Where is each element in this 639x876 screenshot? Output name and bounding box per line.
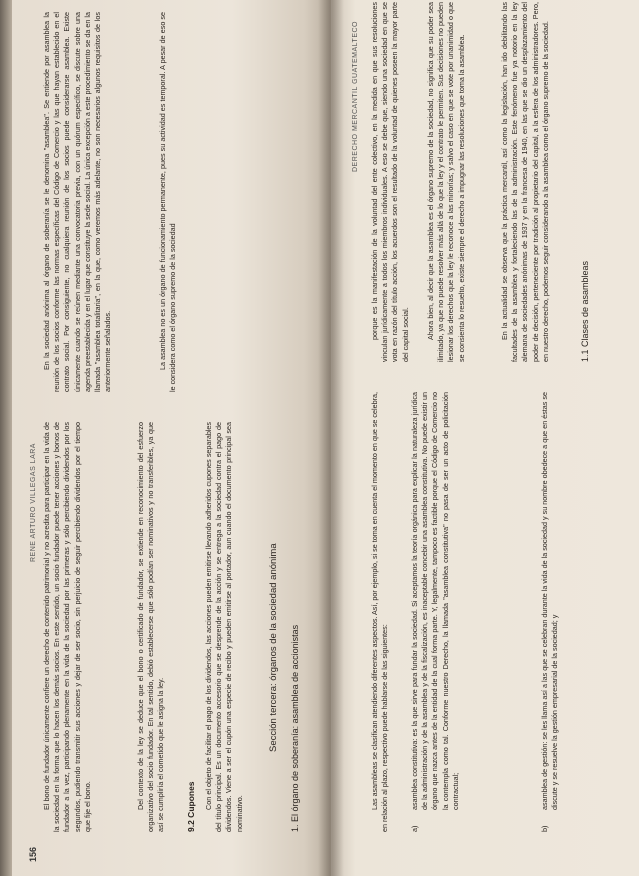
paragraph-temporal: La asamblea no es un órgano de funcionamiento permanente, pues su actividad es temporal. A pesar de eso se le considera como el órgano supremo de la sociedad	[158, 12, 178, 392]
paragraph-ahora-bien: Ahora bien, al decir que la asamblea es el órgano supremo de la sociedad, no significa que su poder sea ilimitado, ya que no puede resolver más allá de lo que la ley y el contrato le permiten. Sus decisiones no pueden lesionar los derechos que la ley le reconoce a las minorías; y salvo el caso en que se vote por unanimidad o que se consienta lo resuelto, existe siempre el derecho a impugnar las resoluciones que toma la asamblea.	[426, 2, 466, 362]
list-item-gestion	[540, 392, 600, 832]
paragraph-actualidad: En la actualidad se observa que la práctica mercantil, así como la legislación, han ido debilitando las facultades de la asamblea y fortaleciendo las de la administración. Este fenómeno fue ya notorio en la ley alemana de sociedades anónimas de 1937 y en la francesa de 1940, en las que se dio un desplazamiento del poder de decisión, perteneciente por tradición al propietario del capital, a la esfera de los administradores. Pero, en nuestro derecho, podemos seguir considerando a la asamblea como el órgano supremo de la sociedad.	[500, 2, 550, 362]
list-marker: b)	[540, 825, 549, 832]
paragraph-cupones: Con el objeto de facilitar el pago de los dividendos, las acciones pueden emitirse llevando adheridos cupones separables del título principal. Es un documento accesorio que se desprende de la acción y se entrega a la sociedad contra el pago de dividendos. Viene a ser el cupón una especie de recibo y pueden emitirse al portador, aun cuando el documento principal sea nominativo.	[204, 422, 244, 832]
paragraph-clases-intro: Las asambleas se clasifican atendiendo diferentes aspectos. Así, por ejemplo, si se toma en cuenta el momento en que se celebra, en relación al plazo, respectivo puede hablarse de las siguientes:	[370, 392, 390, 832]
page-edge-shadow	[0, 0, 12, 876]
section-title-clases-asambleas: 1.1 Clases de asambleas	[580, 260, 590, 362]
list-text: asamblea constitutiva: es la que sirve para fundar la sociedad. Si aceptamos la teoría orgánica para explicar la naturaleza jurídica de la administración y de la asamblea y de la fiscalización, es inaceptable concebir una asamblea constitutiva. No puede existir un órgano que nazca antes de la entidad de la cual forma parte. Y, legalmente, tampoco es factible porque el Código de Comercio no la contempla como tal. Conforme nuestro Derecho, la llamada "asamblea constitutiva" no pasa de ser un acto de policitación contractual;	[410, 392, 460, 810]
section-title-organo-soberania: 1. El órgano de soberanía: asamblea de accionistas	[290, 624, 300, 832]
page-number: 156	[28, 846, 38, 862]
paragraph-contexto: Del contexto de la ley se deduce que el bono o certificado de fundador, se extiende en reconocimiento del esfuerzo organizativo del socio fundador. En tal sentido, debió establecerse que sólo podían ser nominativos y no transferibles, ya que así se cumpliría el cometido que le asigna la ley.	[136, 422, 166, 832]
list-marker: a)	[410, 825, 419, 832]
section-title-seccion-tercera: Sección tercera: órganos de la sociedad anónima	[268, 543, 279, 752]
list-text: asamblea de gestión: se les llama así a las que se celebran durante la vida de la sociedad y su nombre obedece a que en éstas se discute y se resuelve la gestión empresarial de la sociedad; y	[540, 392, 560, 810]
paragraph-bono: El bono de fundador únicamente confiere un derecho de contenido patrimonial y no acredita para participar en la vida de la sociedad en la forma que lo hacen los demás socios. En este sentido, un socio fundador puede tener acciones y bonos de fundador a la vez, participando plenamente en la vida de la sociedad por las primeras y sólo percibiendo dividendos por los segundos, pudiendo transmitir sus acciones y dejar de ser socio, sin perjuicio de seguir percibiendo dividendos por el tiempo que fije el bono.	[42, 422, 92, 832]
paragraph-voluntad: porque es la manifestación de la voluntad del ente colectivo, en la medida en que sus resoluciones vinculan jurídicamente a todos los miembros individuales. A eso se debe que, siendo una sociedad en que se vota en razón del título acción, los acuerdos son el resultado de la voluntad de quienes poseen la mayor parte del capital social.	[370, 2, 410, 362]
left-page-content	[28, 0, 328, 862]
section-title-cupones: 9.2 Cupones	[186, 781, 196, 832]
list-item-constitutiva	[410, 392, 520, 832]
running-head-right: DERECHO MERCANTIL GUATEMALTECO	[352, 21, 359, 172]
paragraph-asamblea: En la sociedad anónima al órgano de soberanía se le denomina "asamblea". Se entiende por asamblea la reunión de los socios conforme las normas específicas del Código de Comercio y las que hayan establecido en el contrato social. Por consiguiente, no cualquiera reunión de los socios puede considerarse asamblea. Existe únicamente cuando se reúnen mediante una convocatoria previa, con un quórum específico, se discute sobre una agenda preestablecida y en el lugar que constituye la sede social. La única excepción a este procedimiento se da en la llamada "asamblea totalitaria", en la que, como veremos más adelante, no son necesarios algunos requisitos de los anteriormente señalados.	[42, 12, 113, 392]
right-page-content	[350, 0, 639, 862]
running-head-left: RENE ARTURO VILLEGAS LARA	[30, 443, 37, 562]
